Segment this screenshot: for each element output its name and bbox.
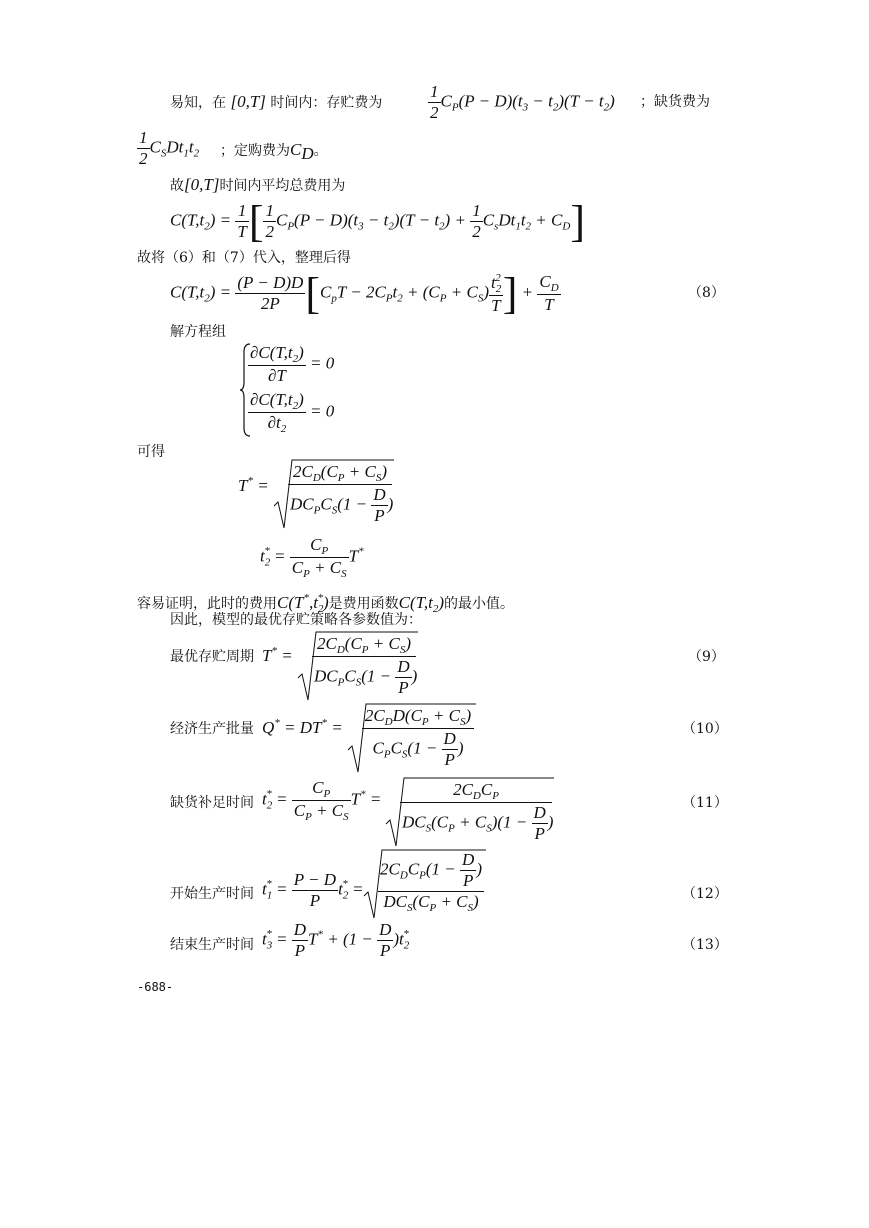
shortage-cost-formula: $\frac{1}{2}$ $C_SDt_1t_2$ xyxy=(139,128,200,168)
label-13: 结束生产时间 xyxy=(170,937,254,953)
eq11-fraction: $2C_DC_P$ $DC_S(C_P + C_S)(1$ − $\frac{D}{P}$ ) xyxy=(402,780,554,843)
optimal-params-intro: 因此，模型的最优存贮策略各参数值为： xyxy=(170,612,422,628)
label-12: 开始生产时间 xyxy=(170,886,254,902)
eq12-fraction: $2C_DC_P(1$ − $\frac{D}{P}$ ) $DC_S(C_P + C_S)$ xyxy=(378,850,484,914)
eq-number-13: （13） xyxy=(682,937,728,953)
eq-number-12: （12） xyxy=(682,886,728,902)
t2-star-formula: $t_2^*$ = $\frac{C_P}{C_P + C_S}$ T* xyxy=(260,535,364,580)
substitute-text: 故将（6）和（7）代入，整理后得 xyxy=(137,250,351,266)
obtain-text: 可得 xyxy=(137,444,165,460)
storage-cost-formula: $\frac{1}{2}$ $C_P(P - D)(t_3 - t_2)(T - t_2)$ xyxy=(430,82,615,122)
eq12-lhs: $t_1^*$ = $\frac{P - D}{P}$ $t_2^*$ = xyxy=(262,870,364,910)
label-11: 缺货补足时间 xyxy=(170,795,254,811)
eq9-lhs: T* = xyxy=(262,645,293,665)
intro-text-a: 易知，在 xyxy=(170,95,226,111)
page-number: -688- xyxy=(137,980,174,994)
eq-number-8: （8） xyxy=(688,285,725,301)
eq11-lhs: $t_2^*$ = $\frac{C_P}{C_P + C_S}$ T* = xyxy=(262,778,382,823)
eq9-fraction: $2C_D(C_P + C_S)$ $DC_PC_S(1$ − $\frac{D}{P}$ ) xyxy=(314,634,418,697)
intro-text-c: ；缺货费为 xyxy=(640,94,710,110)
equation-8: $C(T,t_2)$ = $\frac{(P - D)D}{2P}$ [$C_pT - 2C_Pt_2 + (C_P + C_S)$ $\frac{t_2^2}{T}$ ] + $\frac{C_D}{T}$ xyxy=(170,269,559,318)
minimum-proof-line: 容易证明，此时的费用$C(T^*,t_2^*)$是费用函数$C(T,t_2)$的最小值。 xyxy=(137,592,515,615)
intro-text-b: 时间内：存贮费为 xyxy=(270,95,383,111)
eq10-fraction: $2C_DD(C_P + C_S)$ $C_PC_S(1$ − $\frac{D}{P}$ ) xyxy=(362,706,474,770)
avg-cost-formula: $C(T,t_2)$ = $\frac{1}{T}$ [ $\frac{1}{2}$ $C_P(P - D)(t_3 - t_2)(T - t_2)$ + $\frac{1}{2}$ $C_sDt_1t_2 + C_D$] xyxy=(170,197,585,246)
eq-number-9: （9） xyxy=(688,649,725,665)
intro-line-1 xyxy=(170,92,382,113)
label-10: 经济生产批量 xyxy=(170,721,254,737)
label-9: 最优存贮周期 xyxy=(170,649,254,665)
eq-number-10: （10） xyxy=(682,721,728,737)
t-star-label: T* = xyxy=(238,475,269,495)
eq-number-11: （11） xyxy=(682,795,728,811)
order-cost-line: ；定购费为$C_D$。 xyxy=(220,140,328,163)
system-eq-1: $\frac{\partial C(T,t_2)}{\partial T}$ = 0 xyxy=(250,343,335,385)
system-eq-2: $\frac{\partial C(T,t_2)}{\partial t_2}$ = 0 xyxy=(250,390,335,435)
intro-text-d: ；定购费为 xyxy=(220,143,290,159)
t-star-fraction: $2C_D(C_P + C_S)$ $DC_PC_S(1$ − $\frac{D}{P}$ ) xyxy=(290,462,394,525)
eq10-lhs: Q* = DT* = xyxy=(262,717,343,737)
solve-system-text: 解方程组 xyxy=(170,324,226,340)
avg-cost-intro: 故[0,T]时间内平均总费用为 xyxy=(170,175,346,194)
interval-math: [0,T] xyxy=(230,92,266,111)
eq13-formula: $t_3^*$ = $\frac{D}{P}$ T* + (1 − $\frac{D}{P}$ )$t_2^*$ xyxy=(262,920,410,960)
